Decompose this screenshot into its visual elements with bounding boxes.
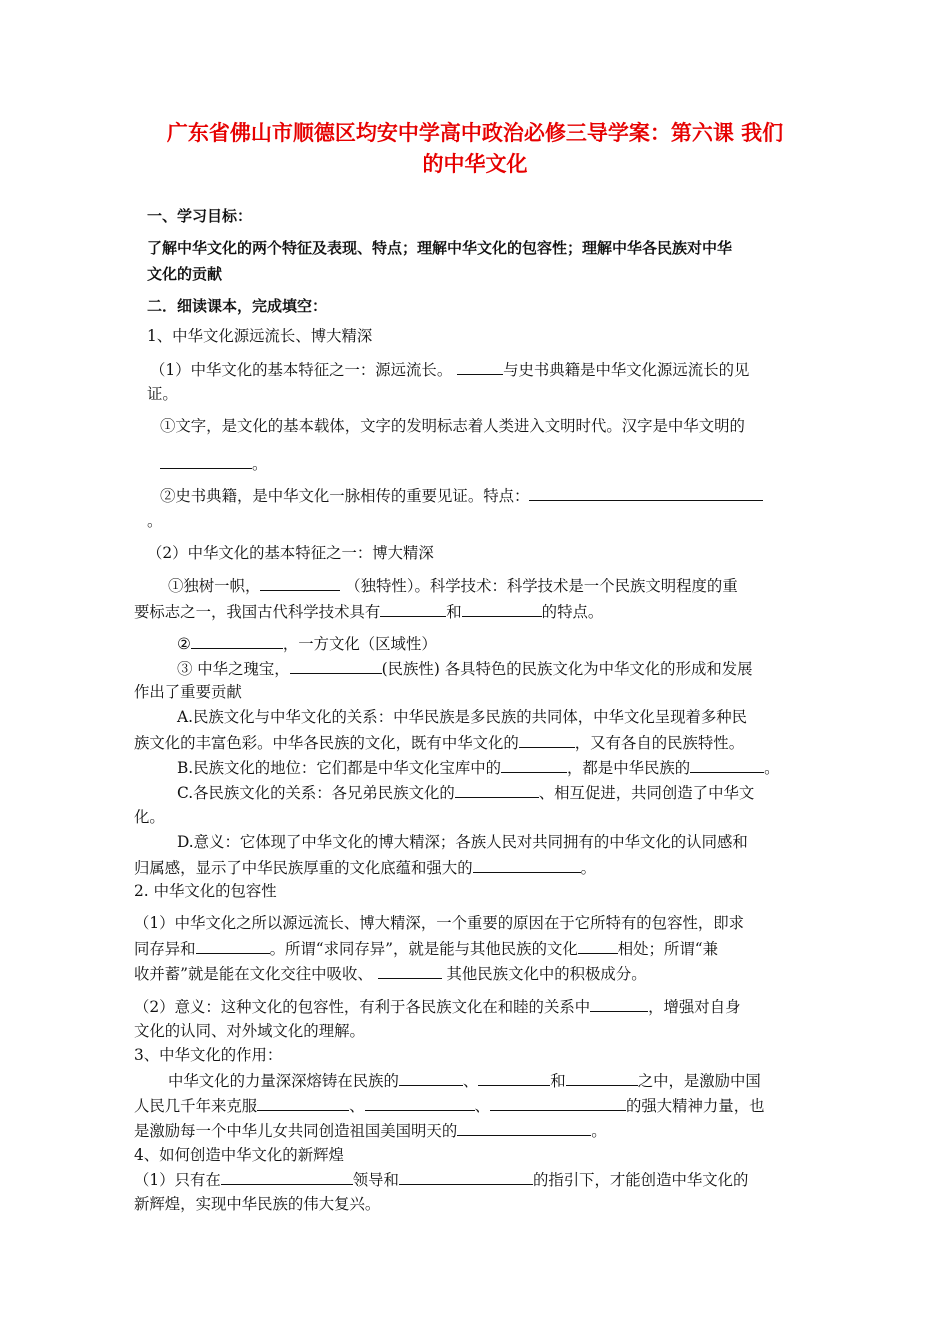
fill-in-blank[interactable]	[399, 1168, 533, 1185]
text-segment: 证。	[147, 385, 178, 403]
text-segment: 1、中华文化源远流长、博大精深	[147, 327, 373, 345]
text-line	[134, 1168, 748, 1191]
document-title	[120, 118, 830, 180]
text-segment: ②史书典籍，是中华文化一脉相传的重要见证。特点：	[160, 487, 530, 505]
text-segment: 中华文化的力量深深熔铸在民族的	[168, 1072, 399, 1090]
text-line	[134, 806, 165, 828]
text-segment: ②	[177, 635, 191, 653]
text-segment: 和	[446, 603, 462, 621]
text-segment: （1）只有在	[134, 1171, 221, 1189]
fill-in-blank[interactable]	[529, 484, 763, 501]
text-segment: (民族性) 各具特色的民族文化为中华文化的形成和发展	[381, 660, 753, 678]
text-line	[134, 681, 242, 703]
text-segment: 二．细读课本，完成填空：	[147, 297, 328, 315]
text-line	[177, 781, 754, 804]
text-line	[160, 452, 267, 475]
text-segment: 和	[550, 1072, 566, 1090]
text-segment: 一、学习目标：	[147, 207, 253, 225]
fill-in-blank[interactable]	[578, 937, 618, 954]
text-line	[134, 731, 744, 754]
text-line	[147, 205, 252, 227]
text-segment: 。	[591, 1122, 607, 1140]
text-segment: C.各民族文化的关系：各兄弟民族文化的	[177, 784, 455, 802]
text-segment: ③ 中华之瑰宝，	[177, 660, 290, 678]
fill-in-blank[interactable]	[590, 995, 648, 1012]
text-segment: 。	[580, 859, 597, 877]
fill-in-blank[interactable]	[365, 1094, 475, 1111]
text-segment: 4、如何创造中华文化的新辉煌	[134, 1146, 344, 1164]
text-segment: B.民族文化的地位：它们都是中华文化宝库中的	[177, 759, 502, 777]
text-line	[177, 657, 753, 680]
fill-in-blank[interactable]	[519, 731, 575, 748]
text-segment: 。	[764, 759, 780, 777]
text-segment: （1）中华文化的基本特征之一：源远流长。	[150, 361, 458, 379]
text-line	[147, 383, 178, 405]
text-segment: 的特点。	[541, 603, 604, 621]
text-segment: D.意义：它体现了中华文化的博大精深；各族人民对共同拥有的中华文化的认同感和	[177, 833, 748, 851]
text-line	[160, 484, 763, 507]
text-segment: 与史书典籍是中华文化源远流长的见	[503, 361, 750, 379]
fill-in-blank[interactable]	[566, 1069, 638, 1086]
fill-in-blank[interactable]	[501, 756, 567, 773]
text-line	[150, 358, 749, 381]
fill-in-blank[interactable]	[490, 1094, 626, 1111]
text-segment: ，增强对自身	[648, 998, 741, 1016]
text-segment: 相处；所谓“兼	[617, 940, 718, 958]
text-segment: （独特性）。科学技术：科学技术是一个民族文明程度的重	[340, 577, 738, 595]
text-segment: （2）意义：这种文化的包容性，有利于各民族文化在和睦的关系中	[134, 998, 591, 1016]
text-line	[168, 1069, 761, 1092]
text-segment: 族文化的丰富色彩。中华各民族的文化，既有中华文化的	[134, 734, 519, 752]
text-segment: 3、中华文化的作用：	[134, 1046, 283, 1064]
text-line	[134, 995, 740, 1018]
fill-in-blank[interactable]	[478, 1069, 550, 1086]
text-segment: 文化的贡献	[147, 265, 223, 283]
fill-in-blank[interactable]	[191, 632, 283, 649]
text-segment: 新辉煌，实现中华民族的伟大复兴。	[134, 1195, 381, 1213]
text-line	[168, 574, 738, 597]
text-segment: 、	[349, 1097, 365, 1115]
text-line	[147, 295, 327, 317]
text-segment: 要标志之一，我国古代科学技术具有	[134, 603, 381, 621]
text-segment: （2）中华文化的基本特征之一：博大精深	[147, 544, 434, 562]
title-line-2: 的中华文化	[422, 152, 528, 176]
fill-in-blank[interactable]	[690, 756, 764, 773]
text-line	[177, 706, 747, 728]
text-segment: A.民族文化与中华文化的关系：中华民族是多民族的共同体，中华文化呈现着多种民	[177, 708, 748, 726]
text-line	[134, 1044, 282, 1066]
text-line	[134, 1144, 344, 1166]
text-line	[134, 962, 647, 985]
text-segment: ，又有各自的民族特性。	[574, 734, 745, 752]
text-segment: 。	[252, 455, 268, 473]
text-line	[134, 937, 718, 960]
text-segment: 的强大精神力量，也	[625, 1097, 765, 1115]
text-line	[177, 632, 437, 655]
text-line	[134, 600, 603, 623]
text-segment: 的指引下，才能创造中华文化的	[532, 1171, 749, 1189]
text-segment: 是激励每一个中华儿女共同创造祖国美国明天的	[134, 1122, 458, 1140]
text-segment: 领导和	[352, 1171, 399, 1189]
text-segment: 化。	[134, 808, 165, 826]
text-segment: 之中，是激励中国	[637, 1072, 761, 1090]
text-segment: 归属感，显示了中华民族厚重的文化底蕴和强大的	[134, 859, 473, 877]
fill-in-blank[interactable]	[196, 937, 270, 954]
fill-in-blank[interactable]	[378, 962, 442, 979]
fill-in-blank[interactable]	[257, 1094, 349, 1111]
text-segment: 。	[147, 512, 163, 530]
text-segment: ①文字，是文化的基本载体，文字的发明标志着人类进入文明时代。汉字是中华文明的	[160, 417, 745, 435]
text-segment: 2. 中华文化的包容性	[134, 882, 277, 900]
text-segment: 收并蓄”就是能在文化交往中吸收、	[134, 965, 378, 983]
text-segment: ，一方文化（区域性）	[282, 635, 437, 653]
fill-in-blank[interactable]	[221, 1168, 353, 1185]
text-line	[177, 831, 748, 853]
text-line	[147, 325, 372, 347]
text-segment: ①独树一帜，	[168, 577, 261, 595]
title-line-1: 广东省佛山市顺德区均安中学高中政治必修三导学案：第六课 我们	[166, 121, 784, 145]
text-segment: 、	[474, 1097, 490, 1115]
text-line	[160, 415, 745, 437]
text-segment: 同存异和	[134, 940, 196, 958]
fill-in-blank[interactable]	[457, 1119, 591, 1136]
text-line	[147, 263, 222, 285]
text-segment: 文化的认同、对外域文化的理解。	[134, 1022, 365, 1040]
text-line	[134, 912, 744, 934]
fill-in-blank[interactable]	[455, 781, 539, 798]
fill-in-blank[interactable]	[457, 358, 503, 375]
text-line	[134, 1119, 607, 1142]
text-segment: 、	[462, 1072, 479, 1090]
text-line	[147, 510, 162, 532]
text-segment: 、相互促进，共同创造了中华文	[538, 784, 755, 802]
text-line	[177, 756, 780, 779]
text-line	[134, 1193, 380, 1215]
text-segment: 了解中华文化的两个特征及表现、特点；理解中华文化的包容性；理解中华各民族对中华	[147, 239, 733, 257]
text-segment: ，都是中华民族的	[567, 759, 691, 777]
text-segment: 作出了重要贡献	[134, 683, 242, 701]
text-segment: （1）中华文化之所以源远流长、博大精深，一个重要的原因在于它所特有的包容性，即求	[134, 914, 745, 932]
fill-in-blank[interactable]	[160, 452, 252, 469]
text-segment: 人民几千年来克服	[134, 1097, 258, 1115]
text-segment: 。所谓“求同存异”，就是能与其他民族的文化	[269, 940, 578, 958]
fill-in-blank[interactable]	[462, 600, 542, 617]
text-line	[134, 856, 596, 879]
fill-in-blank[interactable]	[290, 657, 382, 674]
text-segment: 其他民族文化中的积极成分。	[441, 965, 647, 983]
fill-in-blank[interactable]	[399, 1069, 463, 1086]
fill-in-blank[interactable]	[260, 574, 340, 591]
fill-in-blank[interactable]	[380, 600, 446, 617]
text-line	[147, 542, 434, 564]
text-line	[147, 237, 732, 259]
text-line	[134, 1094, 764, 1117]
text-line	[134, 880, 277, 902]
text-line	[134, 1020, 365, 1042]
fill-in-blank[interactable]	[473, 856, 581, 873]
